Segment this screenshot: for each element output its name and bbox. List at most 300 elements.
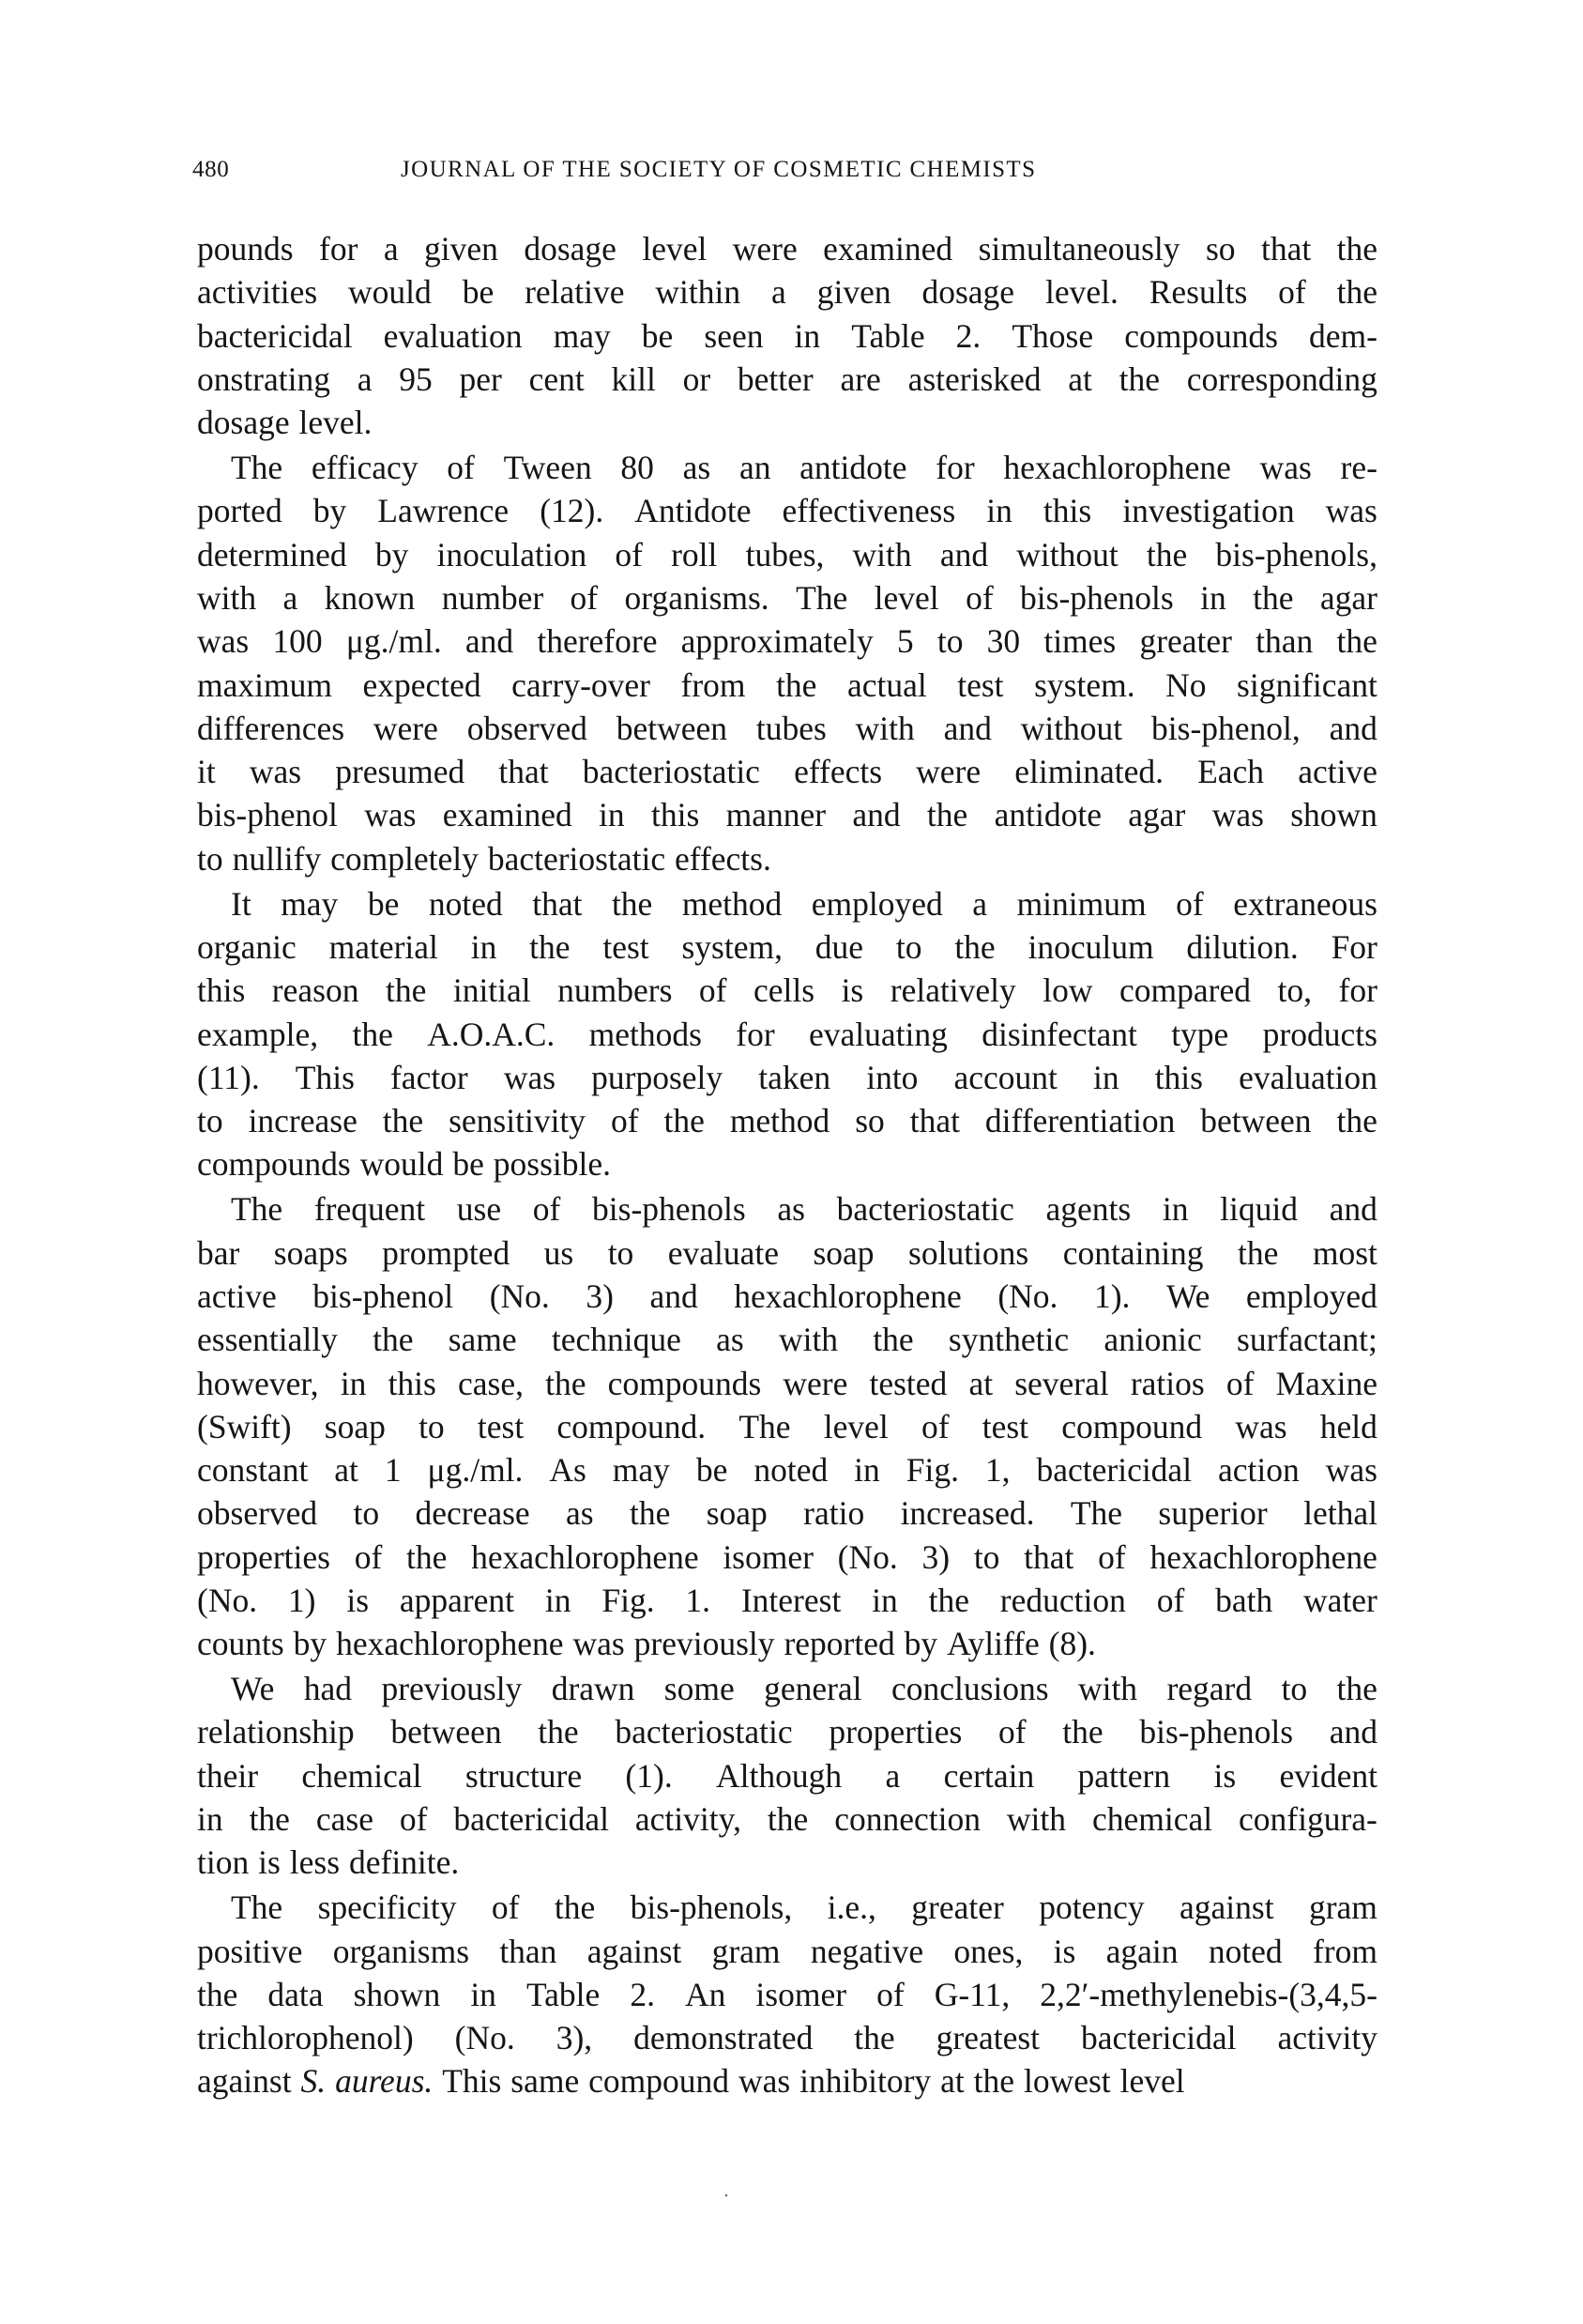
- word: of: [532, 1190, 561, 1229]
- word: activity: [1277, 2019, 1378, 2057]
- word: a: [357, 359, 373, 398]
- word: at: [334, 1451, 358, 1490]
- word: tion: [197, 1843, 250, 1882]
- word: μg./ml.: [427, 1451, 524, 1490]
- word: in: [986, 492, 1012, 530]
- word: roll: [671, 535, 718, 573]
- word: examined: [442, 796, 572, 834]
- word: is: [1213, 1756, 1237, 1795]
- word: against: [197, 2062, 292, 2101]
- word: reason: [271, 971, 359, 1010]
- word: with: [778, 1321, 839, 1359]
- word: in: [794, 316, 821, 355]
- word: same: [510, 2062, 580, 2101]
- word: the: [873, 1321, 914, 1359]
- word: lethal: [1303, 1494, 1378, 1533]
- word: was: [197, 622, 250, 661]
- word: noted: [428, 884, 503, 923]
- word: of: [997, 1713, 1027, 1751]
- word: account: [953, 1058, 1058, 1096]
- word: and: [943, 709, 992, 747]
- word: potency: [1039, 1888, 1145, 1927]
- word: type: [1171, 1015, 1229, 1053]
- word: An: [685, 1975, 726, 2013]
- word: that: [1024, 1537, 1074, 1576]
- word: the: [249, 1800, 290, 1839]
- text-line: [197, 446, 1378, 489]
- word: initial: [452, 971, 531, 1010]
- word: bacteriostatic: [615, 1713, 793, 1751]
- word: Results: [1149, 273, 1248, 312]
- word: is: [1053, 1932, 1076, 1970]
- word: increase: [248, 1102, 358, 1140]
- word: ported: [197, 492, 282, 530]
- word: most: [1312, 1233, 1378, 1272]
- word: was: [249, 753, 302, 791]
- word: the: [529, 927, 571, 966]
- text-line: [197, 664, 1378, 707]
- word: this: [1154, 1058, 1203, 1096]
- word: agar: [1319, 578, 1378, 617]
- word: it: [197, 753, 216, 791]
- word: eliminated.: [1014, 753, 1164, 791]
- word: isomer: [755, 1975, 847, 2013]
- word: less: [289, 1843, 341, 1882]
- word: examined: [823, 230, 953, 268]
- word: in: [599, 796, 625, 834]
- word: compounds: [197, 1145, 351, 1184]
- running-head: [192, 154, 1384, 186]
- word: of: [610, 1102, 639, 1140]
- word: that: [532, 884, 583, 923]
- word: bis-phenols: [592, 1190, 746, 1229]
- word: the: [1336, 1670, 1378, 1708]
- word: 2,2′-methylenebis-(3,4,5-: [1040, 1975, 1378, 2013]
- word: connection: [834, 1800, 981, 1839]
- word: (8).: [1048, 1625, 1096, 1663]
- word: Fig.: [906, 1451, 959, 1490]
- word: so: [1205, 230, 1236, 268]
- word: apparent: [399, 1581, 515, 1619]
- word: in: [1162, 1190, 1189, 1229]
- word: level: [823, 1407, 889, 1445]
- word: The: [738, 1407, 791, 1445]
- word: of: [1156, 1581, 1185, 1619]
- word: solutions: [908, 1233, 1029, 1272]
- text-line: [197, 1013, 1378, 1056]
- word: to: [419, 1407, 445, 1445]
- word: in: [470, 1975, 496, 2013]
- word: inhibitory: [799, 2062, 932, 2101]
- word: for: [736, 1015, 775, 1053]
- word: the: [954, 927, 996, 966]
- word: in: [1200, 578, 1226, 617]
- paragraph-3: [197, 882, 1378, 1186]
- word: μg./ml.: [345, 622, 442, 661]
- word: by: [312, 492, 347, 530]
- word: and: [1329, 709, 1378, 747]
- word: are: [840, 359, 881, 398]
- word: had: [303, 1670, 353, 1708]
- word: of: [570, 578, 599, 617]
- word: to: [353, 1494, 380, 1533]
- word: agar: [1128, 796, 1186, 834]
- text-line: [197, 1622, 1378, 1665]
- word: to: [197, 1102, 223, 1140]
- word: disinfectant: [982, 1015, 1137, 1053]
- word: We: [231, 1670, 275, 1708]
- word: the: [352, 1015, 393, 1053]
- word: level: [1119, 2062, 1185, 2101]
- word: data: [267, 1975, 324, 2013]
- text-line: [197, 1142, 1378, 1185]
- word: method: [729, 1102, 830, 1140]
- word: organisms.: [624, 578, 769, 617]
- word: soap: [324, 1407, 386, 1445]
- word: inoculum: [1027, 927, 1154, 966]
- word: surfactant;: [1237, 1321, 1378, 1359]
- text-line: [197, 750, 1378, 793]
- word: the: [1119, 359, 1161, 398]
- text-line: [197, 401, 1378, 444]
- word: material: [328, 927, 438, 966]
- word: given: [424, 230, 498, 268]
- word: As: [549, 1451, 586, 1490]
- word: held: [1319, 1407, 1378, 1445]
- word: that: [498, 753, 549, 791]
- word: bacteriostatic: [487, 839, 666, 878]
- word: compound: [588, 2062, 730, 2101]
- word: were: [732, 230, 798, 268]
- word: without: [1020, 709, 1123, 747]
- word: seen: [704, 316, 764, 355]
- word: active: [197, 1277, 277, 1315]
- text-line: [197, 1318, 1378, 1361]
- word: bis-phenol: [197, 796, 338, 834]
- word: 2.: [630, 1975, 655, 2013]
- text-line: [197, 533, 1378, 576]
- word: this: [650, 796, 700, 834]
- word: the: [928, 1581, 969, 1619]
- word: was: [364, 796, 417, 834]
- word: level: [642, 230, 708, 268]
- word: technique: [551, 1321, 681, 1359]
- text-line: [197, 707, 1378, 750]
- word: evaluation: [1239, 1058, 1378, 1096]
- word: approximately: [680, 622, 874, 661]
- paragraph-4: [197, 1187, 1378, 1665]
- word: of: [698, 971, 727, 1010]
- word: the: [406, 1537, 448, 1576]
- word: the: [776, 665, 817, 704]
- word: however,: [197, 1364, 319, 1402]
- word: Ayliffe: [947, 1625, 1040, 1663]
- word: to: [607, 1233, 634, 1272]
- word: nullify: [232, 839, 322, 878]
- word: with: [855, 709, 915, 747]
- word: pattern: [1077, 1756, 1171, 1795]
- word: synthetic: [948, 1321, 1070, 1359]
- word: again: [1105, 1932, 1179, 1970]
- word: conclusions: [890, 1670, 1049, 1708]
- word: organic: [197, 927, 297, 966]
- word: aureus.: [335, 2062, 434, 2101]
- word: The: [796, 578, 848, 617]
- word: with: [1006, 1800, 1067, 1839]
- word: ones,: [953, 1932, 1024, 1970]
- word: the: [1062, 1713, 1104, 1751]
- word: evident: [1279, 1756, 1378, 1795]
- text-line: [197, 2059, 1378, 2102]
- word: of: [615, 535, 643, 573]
- text-line: [197, 1886, 1378, 1929]
- word: (Swift): [197, 1407, 292, 1445]
- word: reduction: [999, 1581, 1126, 1619]
- word: bis-phenols: [1020, 578, 1174, 617]
- word: within: [655, 273, 741, 312]
- word: case,: [457, 1364, 524, 1402]
- text-line: [197, 314, 1378, 358]
- text-line: [197, 1099, 1378, 1142]
- word: the: [629, 1494, 671, 1533]
- word: determined: [197, 535, 347, 573]
- word: The: [231, 1888, 283, 1927]
- word: against: [586, 1932, 682, 1970]
- word: certain: [943, 1756, 1035, 1795]
- word: in: [470, 927, 497, 966]
- word: the: [663, 1102, 705, 1140]
- word: number: [441, 578, 544, 617]
- word: was: [1211, 796, 1264, 834]
- word: sensitivity: [449, 1102, 586, 1140]
- word: carry-over: [511, 665, 650, 704]
- word: structure: [464, 1756, 583, 1795]
- word: of: [921, 1407, 950, 1445]
- word: for: [936, 449, 975, 487]
- word: previously: [381, 1670, 523, 1708]
- word: than: [1256, 622, 1314, 661]
- word: purposely: [591, 1058, 723, 1096]
- word: a: [282, 578, 298, 617]
- word: previously: [633, 1625, 775, 1663]
- word: the: [554, 1888, 596, 1927]
- word: differences: [197, 709, 345, 747]
- word: lowest: [1023, 2062, 1111, 2101]
- word: prompted: [382, 1233, 510, 1272]
- word: counts: [197, 1625, 284, 1663]
- word: was: [1325, 1451, 1378, 1490]
- word: 1): [287, 1581, 316, 1619]
- word: hexachlorophene: [1149, 1537, 1378, 1576]
- word: were: [783, 1364, 848, 1402]
- word: evaluation: [383, 316, 523, 355]
- word: shown: [1290, 796, 1378, 834]
- word: level: [874, 578, 939, 617]
- word: 3): [586, 1277, 614, 1315]
- word: by: [374, 535, 409, 573]
- word: Interest: [740, 1581, 842, 1619]
- word: 30: [986, 622, 1021, 661]
- word: onstrating: [197, 359, 330, 398]
- word: test: [477, 1407, 525, 1445]
- word: 5: [896, 622, 914, 661]
- word: as: [777, 1190, 805, 1229]
- scan-speck: [725, 2194, 727, 2196]
- word: dem-: [1308, 316, 1378, 355]
- word: a: [972, 884, 988, 923]
- word: products: [1262, 1015, 1378, 1053]
- word: dosage: [524, 230, 616, 268]
- word: 100: [272, 622, 323, 661]
- text-line: [197, 969, 1378, 1012]
- word: the: [611, 884, 653, 923]
- word: frequent: [313, 1190, 426, 1229]
- word: drawn: [551, 1670, 635, 1708]
- word: the: [767, 1800, 809, 1839]
- word: The: [231, 1190, 283, 1229]
- text-line: [197, 1536, 1378, 1579]
- word: the: [1336, 230, 1378, 268]
- text-line: [197, 1579, 1378, 1622]
- word: soap: [813, 1233, 875, 1272]
- word: antidote: [994, 796, 1102, 834]
- word: system,: [681, 927, 783, 966]
- word: the: [1238, 1233, 1279, 1272]
- word: the: [1146, 535, 1188, 573]
- word: soap: [706, 1494, 768, 1533]
- word: the: [854, 2019, 895, 2057]
- word: to: [895, 927, 922, 966]
- word: negative: [810, 1932, 924, 1970]
- text-line: [197, 227, 1378, 270]
- text-line: [197, 1056, 1378, 1099]
- word: may: [281, 884, 339, 923]
- word: this: [197, 971, 246, 1010]
- word: compound.: [556, 1407, 707, 1445]
- word: so: [855, 1102, 885, 1140]
- word: level.: [298, 404, 373, 442]
- word: trichlorophenol): [197, 2019, 414, 2057]
- word: at: [968, 1364, 994, 1402]
- word: superior: [1158, 1494, 1268, 1533]
- word: 1).: [1093, 1277, 1131, 1315]
- word: in: [197, 1800, 223, 1839]
- word: 80: [620, 449, 654, 487]
- word: compound: [1061, 1407, 1203, 1445]
- text-line: [197, 1405, 1378, 1448]
- word: for: [1338, 971, 1378, 1010]
- word: regard: [1166, 1670, 1253, 1708]
- word: differentiation: [984, 1102, 1176, 1140]
- word: bis-phenols: [1139, 1713, 1294, 1751]
- word: as: [682, 449, 711, 487]
- word: may: [553, 316, 611, 355]
- word: this: [1043, 492, 1092, 530]
- word: minimum: [1016, 884, 1147, 923]
- word: compounds: [607, 1364, 762, 1402]
- word: bis-phenol: [312, 1277, 454, 1315]
- word: bar: [197, 1233, 240, 1272]
- word: hexachlorophene: [734, 1277, 962, 1315]
- word: ratios: [1130, 1364, 1205, 1402]
- word: us: [543, 1233, 574, 1272]
- word: liquid: [1220, 1190, 1298, 1229]
- word: is: [841, 971, 864, 1010]
- text-line: [197, 1448, 1378, 1491]
- word: corresponding: [1186, 359, 1378, 398]
- word: isomer: [723, 1537, 814, 1576]
- word: constant: [197, 1451, 309, 1490]
- word: compounds: [1124, 316, 1278, 355]
- word: known: [324, 578, 416, 617]
- word: i.e.,: [827, 1888, 876, 1927]
- word: Although: [716, 1756, 843, 1795]
- word: (1).: [625, 1756, 673, 1795]
- word: reported: [784, 1625, 895, 1663]
- word: bis-phenol,: [1151, 709, 1301, 747]
- word: of: [447, 449, 475, 487]
- text-line: [197, 793, 1378, 836]
- word: against: [1180, 1888, 1274, 1927]
- word: ratio: [803, 1494, 865, 1533]
- text-line: [197, 1275, 1378, 1318]
- word: (No.: [997, 1277, 1058, 1315]
- word: It: [231, 884, 251, 923]
- word: an: [738, 449, 771, 487]
- word: specificity: [317, 1888, 457, 1927]
- word: in: [340, 1364, 367, 1402]
- word: between: [616, 709, 727, 747]
- word: 1,: [984, 1451, 1011, 1490]
- word: that: [1260, 230, 1312, 268]
- text-line: [197, 358, 1378, 401]
- word: effectiveness: [782, 492, 956, 530]
- page-number: 480: [192, 157, 230, 182]
- word: pounds: [197, 230, 294, 268]
- text-line: [197, 1930, 1378, 1973]
- word: kill: [611, 359, 656, 398]
- word: greatest: [936, 2019, 1041, 2057]
- word: a: [771, 273, 786, 312]
- word: was: [1325, 492, 1378, 530]
- word: into: [866, 1058, 919, 1096]
- text-line: [197, 489, 1378, 532]
- word: than: [499, 1932, 557, 1970]
- word: the: [1336, 273, 1378, 312]
- word: test: [602, 927, 649, 966]
- word: given: [816, 273, 891, 312]
- word: inoculation: [436, 535, 587, 573]
- paragraph-6: [197, 1886, 1378, 2102]
- word: to,: [1277, 971, 1313, 1010]
- word: bactericidal: [1036, 1451, 1193, 1490]
- text-line: [197, 1231, 1378, 1275]
- word: agents: [1045, 1190, 1132, 1229]
- word: employed: [1245, 1277, 1378, 1315]
- word: bactericidal: [1080, 2019, 1237, 2057]
- word: at: [1068, 359, 1092, 398]
- word: the: [1253, 578, 1294, 617]
- word: observed: [197, 1494, 318, 1533]
- text-line: [197, 1667, 1378, 1710]
- word: is: [346, 1581, 370, 1619]
- text-line: [197, 925, 1378, 969]
- word: effects: [794, 753, 883, 791]
- word: effects.: [675, 839, 771, 878]
- word: was: [1259, 449, 1312, 487]
- word: 3),: [556, 2019, 593, 2057]
- word: manner: [725, 796, 827, 834]
